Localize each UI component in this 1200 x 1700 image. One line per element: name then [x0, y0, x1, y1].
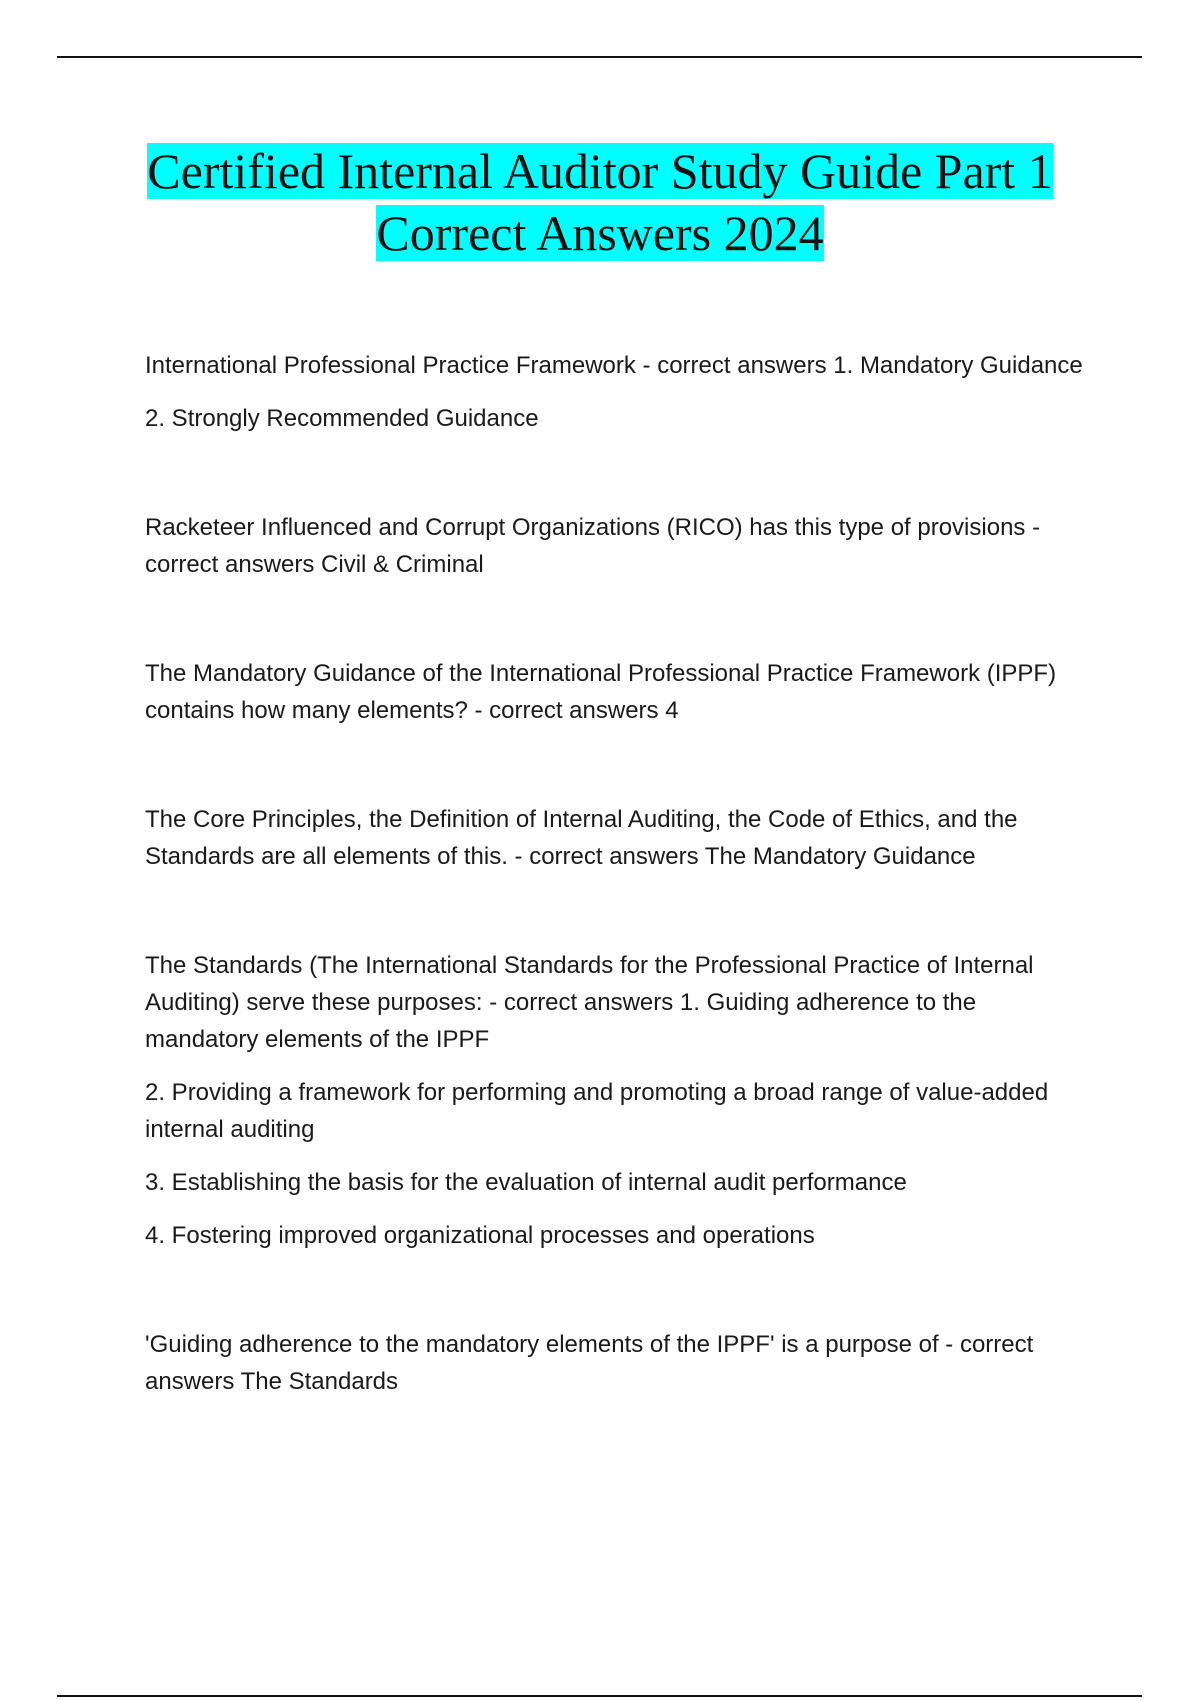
qa-entry	[145, 801, 1095, 875]
qa-entry	[145, 509, 1095, 583]
qa-entry	[145, 1326, 1095, 1400]
qa-paragraph: International Professional Practice Framework - correct answers 1. Mandatory Guidance	[145, 352, 1083, 379]
qa-paragraph: The Core Principles, the Definition of Internal Auditing, the Code of Ethics, and the Standards are all elements of this. - correct answers The Mandatory Guidance	[145, 806, 1018, 870]
top-rule	[57, 56, 1142, 58]
qa-paragraph: 2. Providing a framework for performing and promoting a broad range of value-added internal auditing	[145, 1079, 1049, 1143]
document-title: Certified Internal Auditor Study Guide Part 1 Correct Answers 2024	[147, 143, 1053, 261]
qa-entry	[145, 947, 1095, 1254]
qa-entry	[145, 655, 1095, 729]
bottom-rule	[57, 1695, 1142, 1697]
qa-paragraph: 4. Fostering improved organizational processes and operations	[145, 1222, 815, 1249]
qa-paragraph: 2. Strongly Recommended Guidance	[145, 405, 539, 432]
qa-paragraph: The Standards (The International Standards for the Professional Practice of Internal Auditing) serve these purposes: - correct answers 1. Guiding adherence to the mandatory elements of the IPPF	[145, 952, 1034, 1053]
document-body	[145, 347, 1095, 1416]
title-box	[130, 140, 1070, 264]
qa-paragraph: Racketeer Influenced and Corrupt Organizations (RICO) has this type of provisions - correct answers Civil & Criminal	[145, 514, 1041, 578]
qa-paragraph: 'Guiding adherence to the mandatory elements of the IPPF' is a purpose of - correct answers The Standards	[145, 1331, 1034, 1395]
qa-paragraph: 3. Establishing the basis for the evaluation of internal audit performance	[145, 1169, 907, 1196]
title-container	[0, 140, 1200, 264]
qa-paragraph: The Mandatory Guidance of the International Professional Practice Framework (IPPF) contains how many elements? - correct answers 4	[145, 660, 1057, 724]
qa-entry	[145, 347, 1095, 437]
